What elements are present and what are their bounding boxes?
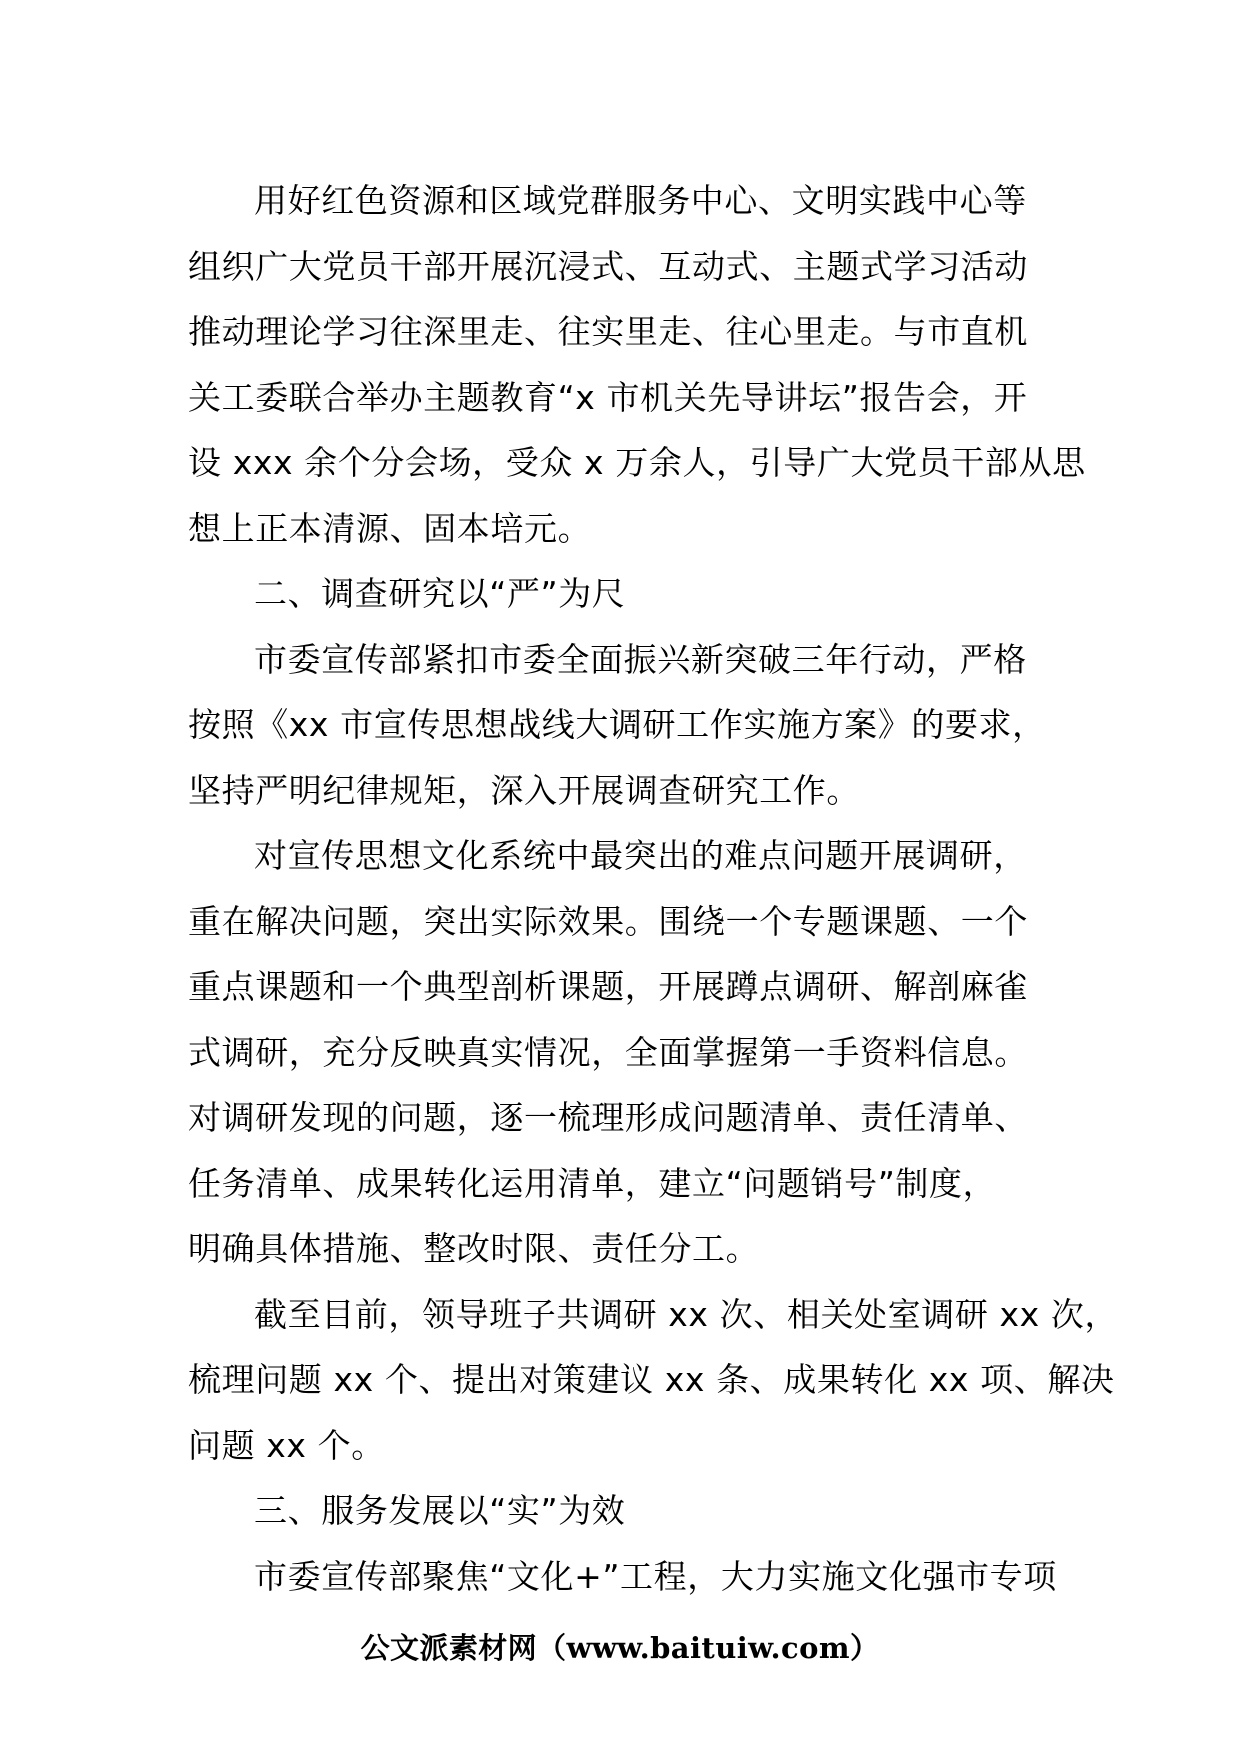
text-line: 任务清单、成果转化运用清单，建立“问题销号”制度， — [188, 1163, 997, 1203]
text-line: 设 xxx 余个分会场，受众 x 万余人，引导广大党员干部从思 — [188, 443, 1086, 482]
text-line: 梳理问题 xx 个、提出对策建议 xx 条、成果转化 xx 项、解决 — [188, 1360, 1115, 1399]
text-line: 重点课题和一个典型剖析课题，开展蹲点调研、解剖麻雀 — [188, 967, 1028, 1006]
section-heading: 三、服务发展以“实”为效 — [254, 1491, 626, 1530]
text-line: 市委宣传部聚焦“文化+”工程，大力实施文化强市专项 — [254, 1556, 1057, 1596]
text-line: 明确具体措施、整改时限、责任分工。 — [188, 1229, 760, 1268]
text-line: 问题 xx 个。 — [188, 1425, 385, 1465]
text-line: 市委宣传部紧扣市委全面振兴新突破三年行动，严格 — [254, 639, 1027, 679]
text-line: 用好红色资源和区域党群服务中心、文明实践中心等 — [254, 181, 1027, 220]
text-line: 关工委联合举办主题教育“x 市机关先导讲坛”报告会，开 — [188, 377, 1028, 417]
text-line: 对调研发现的问题，逐一梳理形成问题清单、责任清单、 — [188, 1098, 1028, 1137]
text-line: 坚持严明纪律规矩，深入开展调查研究工作。 — [188, 770, 860, 810]
text-line: 按照《xx 市宣传思想战线大调研工作实施方案》的要求， — [188, 705, 1046, 744]
text-line: 重在解决问题，突出实际效果。围绕一个专题课题、一个 — [188, 901, 1028, 941]
text-line: 截至目前，领导班子共调研 xx 次、相关处室调研 xx 次， — [254, 1294, 1119, 1334]
text-line: 想上正本清源、固本培元。 — [188, 508, 592, 548]
section-heading: 二、调查研究以“严”为尺 — [254, 574, 626, 613]
text-line: 式调研，充分反映真实情况，全面掌握第一手资料信息。 — [188, 1032, 1028, 1072]
text-line: 对宣传思想文化系统中最突出的难点问题开展调研， — [254, 836, 1027, 875]
text-line: 组织广大党员干部开展沉浸式、互动式、主题式学习活动 — [188, 246, 1028, 286]
document-body — [188, 168, 1119, 1609]
text-line: 推动理论学习往深里走、往实里走、往心里走。与市直机 — [188, 312, 1028, 351]
footer-watermark: 公文派素材网（www.baituiw.com） — [360, 1631, 880, 1665]
